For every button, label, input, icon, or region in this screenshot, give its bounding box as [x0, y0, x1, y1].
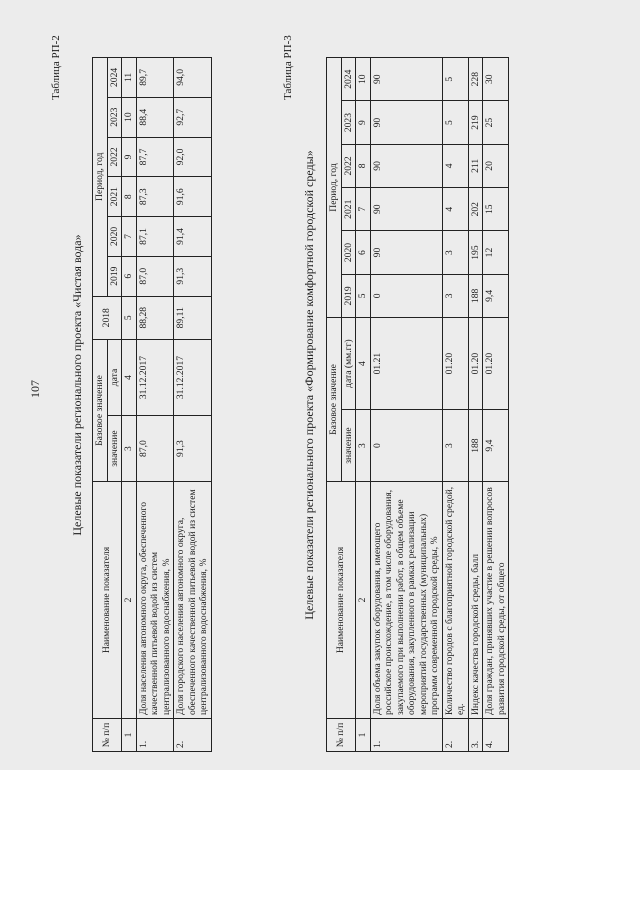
row-value: 219 [468, 101, 483, 144]
row-base-date: 01.20 [468, 318, 483, 410]
row-num: 1. [136, 719, 174, 752]
header-year: 2023 [107, 97, 122, 137]
header-year: 2018 [93, 296, 122, 339]
header-year: 2019 [107, 256, 122, 296]
col-number: 7 [122, 217, 137, 257]
row-value: 87,7 [136, 137, 174, 177]
row-value: 87,0 [136, 256, 174, 296]
row-base-value: 87,0 [136, 416, 174, 482]
table-row [442, 58, 468, 752]
col-number: 1 [356, 719, 371, 752]
col-number: 9 [122, 137, 137, 177]
page-number: 107 [28, 380, 42, 398]
row-value: 91,4 [174, 217, 212, 257]
col-number: 5 [356, 274, 371, 317]
header-year: 2020 [341, 231, 356, 274]
table-rp3-label: Таблица РП-3 [282, 35, 294, 100]
table-row [468, 58, 483, 752]
row-base-date: 31.12.2017 [136, 339, 174, 415]
header-year: 2023 [341, 101, 356, 144]
row-value: 4 [442, 144, 468, 187]
row-name: Доля городского населения автономного округа, обеспеченного качественной питьевой водой из систем централизованного водоснабжения, % [174, 482, 212, 719]
row-base-date: 31.12.2017 [174, 339, 212, 415]
row-base-value: 91,3 [174, 416, 212, 482]
row-base-date: 01.20 [442, 318, 468, 410]
row-value: 15 [483, 188, 509, 231]
row-value: 20 [483, 144, 509, 187]
header-name: Наименование показателя [327, 482, 356, 719]
row-name: Доля граждан, принявших участие в решении вопросов развития городской среды, от общего [483, 482, 509, 719]
col-number: 10 [356, 58, 371, 101]
row-base-value: 188 [468, 410, 483, 482]
header-base-value: значение [341, 410, 356, 482]
row-value: 4 [442, 188, 468, 231]
row-num: 2. [442, 719, 468, 752]
row-value: 90 [370, 231, 442, 274]
table-row [174, 58, 212, 752]
header-year: 2021 [341, 188, 356, 231]
row-value: 202 [468, 188, 483, 231]
row-value: 3 [442, 231, 468, 274]
row-value: 12 [483, 231, 509, 274]
row-base-value: 0 [370, 410, 442, 482]
header-year: 2019 [341, 274, 356, 317]
table-row [136, 58, 174, 752]
row-value: 92,0 [174, 137, 212, 177]
row-value: 90 [370, 58, 442, 101]
column-number-row [356, 58, 371, 752]
header-period: Период, год [327, 58, 342, 318]
col-number: 7 [356, 188, 371, 231]
row-value: 0 [370, 274, 442, 317]
table-rp2-label: Таблица РП-2 [50, 35, 62, 100]
row-value: 25 [483, 101, 509, 144]
row-value: 89,11 [174, 296, 212, 339]
row-value: 195 [468, 231, 483, 274]
col-number: 4 [356, 318, 371, 410]
col-number: 2 [122, 482, 137, 719]
row-value: 88,4 [136, 97, 174, 137]
col-number: 1 [122, 719, 137, 752]
row-value: 91,3 [174, 256, 212, 296]
blank-area [0, 770, 640, 905]
table-row [483, 58, 509, 752]
col-number: 11 [122, 58, 137, 98]
row-value: 94,0 [174, 58, 212, 98]
row-value: 30 [483, 58, 509, 101]
col-number: 6 [356, 231, 371, 274]
col-number: 8 [122, 177, 137, 217]
header-year: 2022 [341, 144, 356, 187]
header-num: № п/п [93, 719, 122, 752]
table-row [370, 58, 442, 752]
header-base: Базовое значение [327, 318, 342, 482]
header-base-date: дата (мм.гг) [341, 318, 356, 410]
column-number-row [122, 58, 137, 752]
row-num: 1. [370, 719, 442, 752]
header-year: 2022 [107, 137, 122, 177]
row-base-value: 9,4 [483, 410, 509, 482]
row-value: 5 [442, 101, 468, 144]
col-number: 6 [122, 256, 137, 296]
header-name: Наименование показателя [93, 482, 122, 719]
table-rp2 [92, 57, 212, 752]
header-year: 2024 [341, 58, 356, 101]
row-value: 90 [370, 101, 442, 144]
header-year: 2021 [107, 177, 122, 217]
col-number: 8 [356, 144, 371, 187]
row-value: 90 [370, 188, 442, 231]
row-name: Доля населения автономного округа, обеспеченного качественной питьевой водой из систем централизованного водоснабжения, % [136, 482, 174, 719]
header-year: 2020 [107, 217, 122, 257]
row-value: 87,3 [136, 177, 174, 217]
header-base: Базовое значение [93, 339, 108, 481]
row-value: 87,1 [136, 217, 174, 257]
row-value: 188 [468, 274, 483, 317]
row-name: Индекс качества городской среды, балл [468, 482, 483, 719]
row-value: 88,28 [136, 296, 174, 339]
col-number: 3 [122, 416, 137, 482]
col-number: 2 [356, 482, 371, 719]
table-rp2-title: Целевые показатели регионального проекта «Чистая вода» [70, 234, 84, 536]
row-name: Доля объема закупок оборудования, имеющего российское происхождение, в том числе оборудования, закупаемого при выполнении работ, в общем объеме оборудования, закупленного в рамках реализации мероприятий государственных (муниципальных) программ современной городской среды, % [370, 482, 442, 719]
row-value: 90 [370, 144, 442, 187]
row-value: 89,7 [136, 58, 174, 98]
header-base-date: дата [107, 339, 122, 415]
row-num: 2. [174, 719, 212, 752]
row-num: 4. [483, 719, 509, 752]
row-num: 3. [468, 719, 483, 752]
row-base-value: 3 [442, 410, 468, 482]
col-number: 4 [122, 339, 137, 415]
row-base-date: 01.21 [370, 318, 442, 410]
row-value: 9,4 [483, 274, 509, 317]
row-value: 211 [468, 144, 483, 187]
row-value: 92,7 [174, 97, 212, 137]
table-rp3-title: Целевые показатели регионального проекта «Формирование комфортной городской среды» [302, 150, 316, 620]
col-number: 9 [356, 101, 371, 144]
header-year: 2024 [107, 58, 122, 98]
header-period: Период, год [93, 58, 108, 297]
row-value: 3 [442, 274, 468, 317]
row-name: Количество городов с благоприятной городской средой, ед. [442, 482, 468, 719]
col-number: 3 [356, 410, 371, 482]
col-number: 5 [122, 296, 137, 339]
row-base-date: 01.20 [483, 318, 509, 410]
header-base-value: значение [107, 416, 122, 482]
row-value: 228 [468, 58, 483, 101]
col-number: 10 [122, 97, 137, 137]
table-rp3 [326, 57, 509, 752]
header-num: № п/п [327, 719, 356, 752]
row-value: 91,6 [174, 177, 212, 217]
row-value: 5 [442, 58, 468, 101]
